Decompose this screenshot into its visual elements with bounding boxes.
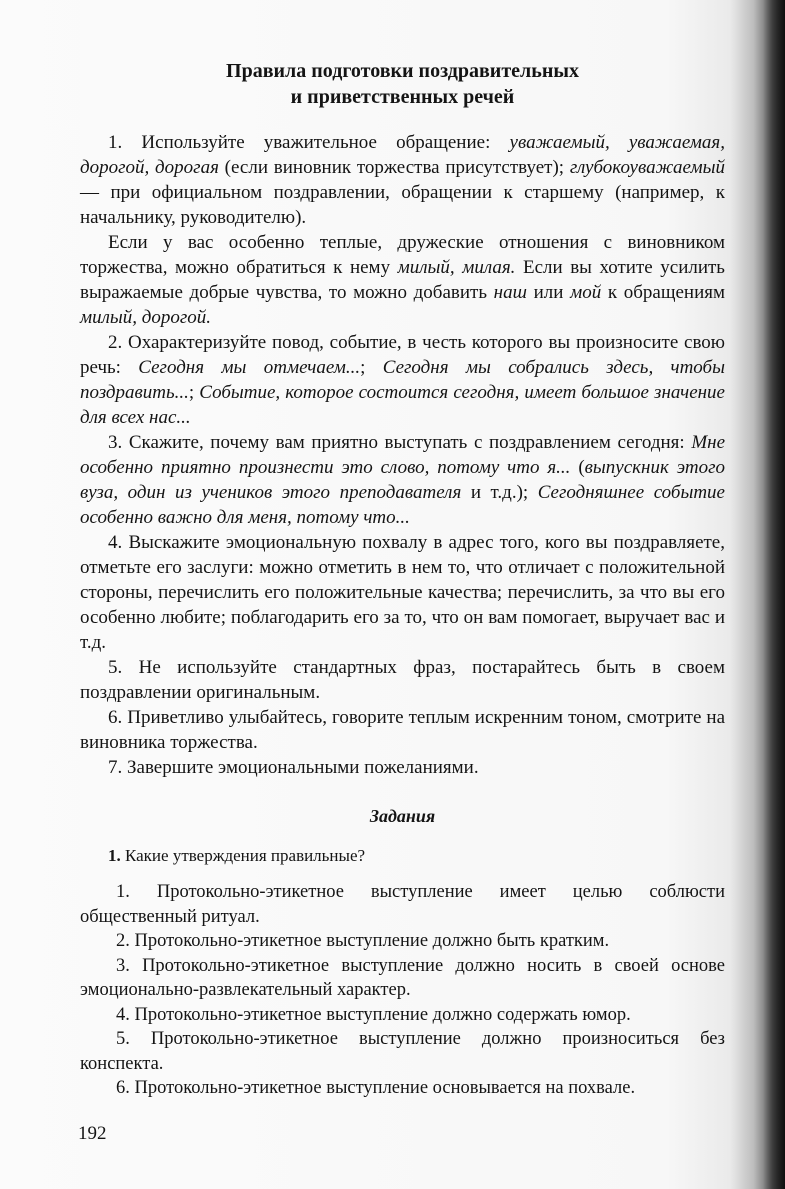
- task-question: [80, 844, 725, 868]
- task-question-text: Какие утверждения правильные?: [120, 846, 366, 865]
- title-line-2: и приветственных речей: [290, 86, 515, 108]
- rule-1-text: 1. Используйте уважительное обращение:: [108, 132, 510, 153]
- task-statement-2: 2. Протокольно-этикетное выступление должно быть кратким.: [116, 931, 610, 951]
- rule-1b-text-2: Если вы хотите усилить выражаемые добрые чувства, то можно добавить: [80, 257, 725, 303]
- rule-4-paragraph: 4. Выскажите эмоциональную похвалу в адрес того, кого вы поздравляете, отметьте его заслуги: можно отметить в нем то, что отличает с положительной стороны, перечислить его положительные качества; перечислить, за что вы его особенно любите; поблагодарить его за то, что он вам помогает, выручает вас и т.д.: [80, 532, 725, 653]
- rule-2-separator-2: ;: [188, 382, 200, 403]
- task-statement-6: 6. Протокольно-этикетное выступление основывается на похвале.: [116, 1078, 636, 1098]
- rule-1b-word-moy: мой: [570, 282, 602, 303]
- rule-3-example-3: Сегодняшнее событие особенно важно для меня, потому что...: [80, 482, 725, 528]
- rule-2-separator-1: ;: [360, 357, 383, 378]
- task-statement-4: 4. Протокольно-этикетное выступление должно содержать юмор.: [116, 1004, 631, 1025]
- rule-6-paragraph: 6. Приветливо улыбайтесь, говорите теплым искренним тоном, смотрите на виновника торжества.: [80, 707, 725, 753]
- task-question-number: 1.: [108, 846, 121, 865]
- rule-5-paragraph: 5. Не используйте стандартных фраз, постарайтесь быть в своем поздравлении оригинальным.: [80, 657, 725, 703]
- rule-1-formal-example: глубокоуважаемый: [569, 157, 725, 178]
- rule-2-paragraph: [80, 330, 725, 430]
- rule-3-text: 3. Скажите, почему вам приятно выступать с поздравлением сегодня:: [108, 432, 692, 453]
- rule-1-formal-note: — при официальном поздравлении, обращении к старшему (например, к начальнику, руководителю).: [80, 182, 725, 228]
- rule-1-examples: уважаемый, уважаемая, дорогой, дорогая: [80, 132, 725, 178]
- rule-2-example-2: Сегодня мы собрались здесь, чтобы поздравить...: [80, 357, 725, 403]
- rule-3-paren-open: (: [570, 457, 585, 478]
- tasks-heading: Задания: [369, 806, 436, 826]
- rule-1b-word-nash: наш: [493, 282, 527, 303]
- rule-1b-text-3: или: [526, 282, 571, 303]
- rule-2-example-1: Сегодня мы отмечаем...: [138, 357, 361, 378]
- rule-1b-text-4: к обращениям: [601, 282, 725, 303]
- rule-1b-examples-2: милый, дорогой.: [80, 307, 212, 328]
- rule-3-example-1: Мне особенно приятно произнести это слово, потому что я...: [80, 432, 725, 478]
- rule-1-note: (если виновник торжества присутствует);: [218, 157, 570, 178]
- book-spine-shadow: [763, 0, 785, 1189]
- rule-1b-paragraph: [80, 230, 725, 330]
- rule-1b-examples: милый, милая.: [397, 257, 516, 278]
- task-statement-3: 3. Протокольно-этикетное выступление должно носить в своей основе эмоционально-развлекательный характер.: [80, 955, 725, 1000]
- rule-3-paragraph: [80, 430, 725, 530]
- task-statement-5: 5. Протокольно-этикетное выступление должно произноситься без конспекта.: [80, 1029, 725, 1074]
- rule-7-paragraph: 7. Завершите эмоциональными пожеланиями.: [108, 757, 479, 778]
- page-title: [80, 58, 725, 110]
- page-number: 192: [78, 1123, 107, 1144]
- rule-2-example-3: Событие, которое состоится сегодня, имеет большое значение для всех нас...: [80, 382, 725, 428]
- task-statements-list: [80, 880, 725, 1101]
- rule-3-example-2: выпускник этого вуза, один из учеников этого преподавателя: [80, 457, 725, 503]
- rule-1-paragraph: [80, 130, 725, 230]
- rule-3-etc: и т.д.);: [461, 482, 538, 503]
- rule-2-text: 2. Охарактеризуйте повод, событие, в честь которого вы произносите свою речь:: [80, 332, 725, 378]
- page-content: [80, 58, 725, 1101]
- title-line-1: Правила подготовки поздравительных: [226, 60, 579, 82]
- task-statement-1: 1. Протокольно-этикетное выступление имеет целью соблюсти общественный ритуал.: [80, 882, 725, 927]
- rule-1b-text: Если у вас особенно теплые, дружеские отношения с виновником торжества, можно обратиться к нему: [80, 232, 725, 278]
